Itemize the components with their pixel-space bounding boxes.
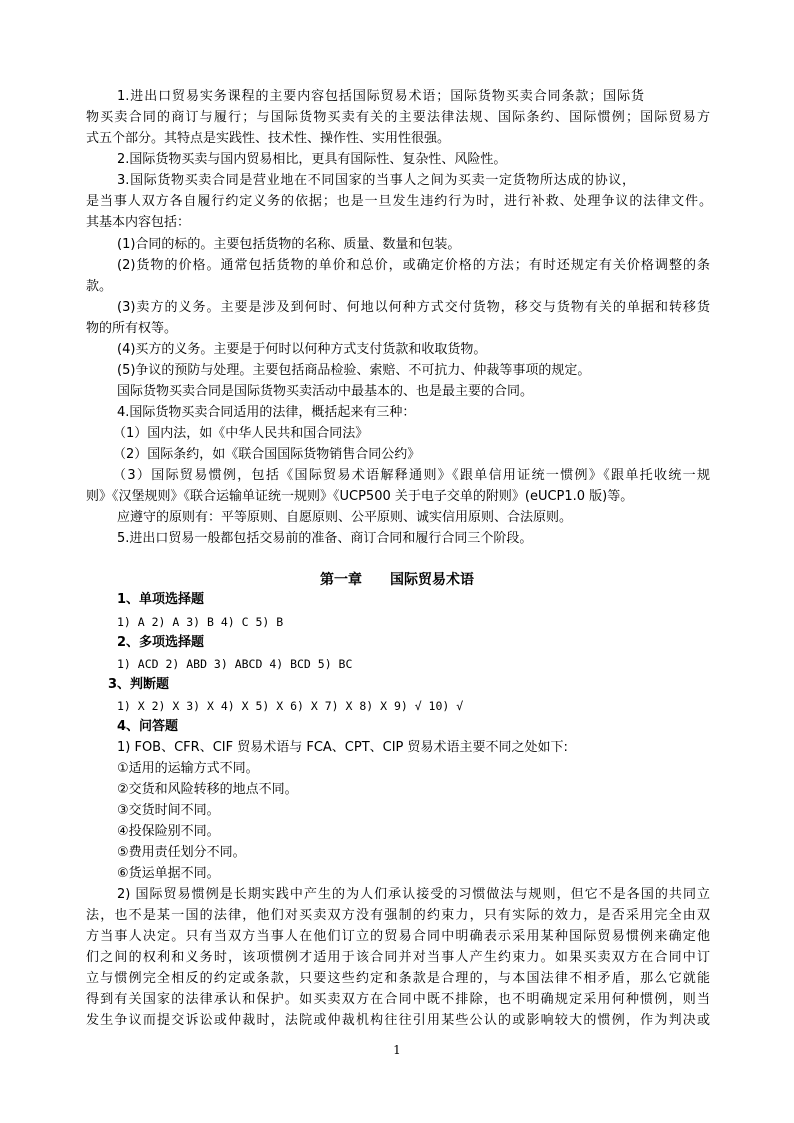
qa-2-line: 们之间的权利和义务时，该项惯例才适用于该合同并对当事人产生约束力。如果买卖双方在合同中订 <box>86 950 710 965</box>
intro-p1-line1: 1.进出口贸易实务课程的主要内容包括国际贸易术语；国际货物买卖合同条款；国际货 <box>117 89 644 104</box>
law-item-2: （2）国际条约，如《联合国国际货物销售合同公约》 <box>113 447 421 462</box>
intro-p2: 2.国际货物买卖与国内贸易相比，更具有国际性、复杂性、风险性。 <box>117 152 507 167</box>
intro-p4: 4.国际货物买卖合同适用的法律，概括起来有三种： <box>117 405 416 420</box>
intro-p1-line2: 物买卖合同的商订与履行；与国际货物买卖有关的主要法律法规、国际条约、国际惯例；国际贸易方 <box>86 110 710 125</box>
intro-p3-line2: 是当事人双方各自履行约定义务的依据；也是一旦发生违约行为时，进行补救、处理争议的法律文件。 <box>86 194 712 209</box>
section-multiple-choice-title: 2、多项选择题 <box>117 635 205 650</box>
intro-p5: 5.进出口贸易一般都包括交易前的准备、商订合同和履行合同三个阶段。 <box>117 531 533 546</box>
contract-item-2-line2: 款。 <box>86 279 113 294</box>
section-true-false-title: 3、判断题 <box>108 677 170 692</box>
qa-1-item: ③交货时间不同。 <box>117 803 220 818</box>
page-number: 1 <box>393 1043 401 1057</box>
qa-2-line: 立与惯例完全相反的约定或条款，只要这些约定和条款是合理的，与本国法律不相矛盾，那么它就能 <box>86 971 710 986</box>
law-item-3-line1: （3）国际贸易惯例，包括《国际贸易术语解释通则》《跟单信用证统一惯例》《跟单托收统一规 <box>113 468 710 483</box>
section-qa-title: 4、问答题 <box>117 719 179 734</box>
section-single-choice-title: 1、单项选择题 <box>117 592 205 607</box>
multiple-choice-answers: 1) ACD 2) ABD 3) ABCD 4) BCD 5) BC <box>117 657 353 671</box>
law-item-1: （1）国内法，如《中华人民共和国合同法》 <box>113 426 369 441</box>
qa-question-1: 1) FOB、CFR、CIF 贸易术语与 FCA、CPT、CIP 贸易术语主要不同之处如下: <box>117 740 568 755</box>
true-false-answers: 1) X 2) X 3) X 4) X 5) X 6) X 7) X 8) X 9) √ 10) √ <box>117 699 464 713</box>
contract-item-3-line2: 物的所有权等。 <box>86 321 178 336</box>
qa-2-line: 法，也不是某一国的法律，他们对买卖双方没有强制的约束力，只有实际的效力，是否采用完全由双 <box>86 908 710 923</box>
intro-p3-end: 国际货物买卖合同是国际货物买卖活动中最基本的、也是最主要的合同。 <box>117 384 534 399</box>
contract-item-5: (5)争议的预防与处理。主要包括商品检验、索赔、不可抗力、仲裁等事项的规定。 <box>117 363 591 378</box>
contract-item-4: (4)买方的义务。主要是于何时以何种方式支付货款和收取货物。 <box>117 342 487 357</box>
qa-1-item: ①适用的运输方式不同。 <box>117 761 259 776</box>
intro-p1-line3: 式五个部分。其特点是实践性、技术性、操作性、实用性很强。 <box>86 131 451 146</box>
intro-p3-line1: 3.国际货物买卖合同是营业地在不同国家的当事人之间为买卖一定货物所达成的协议， <box>117 173 635 188</box>
contract-item-2-line1: (2)货物的价格。通常包括货物的单价和总价，或确定价格的方法；有时还规定有关价格调整的条 <box>117 258 710 273</box>
qa-1-item: ⑥货运单据不同。 <box>117 866 220 881</box>
principles: 应遵守的原则有：平等原则、自愿原则、公平原则、诚实信用原则、合法原则。 <box>117 510 573 525</box>
qa-2-line: 2) 国际贸易惯例是长期实践中产生的为人们承认接受的习惯做法与规则，但它不是各国的共同立 <box>117 887 710 902</box>
qa-1-item: ②交货和风险转移的地点不同。 <box>117 782 298 797</box>
qa-2-line: 方当事人决定。只有当双方当事人在他们订立的贸易合同中明确表示采用某种国际贸易惯例来确定他 <box>86 929 710 944</box>
qa-2-line: 发生争议而提交诉讼或仲裁时，法院或仲裁机构往往引用某些公认的或影响较大的惯例，作为判决或 <box>86 1013 710 1028</box>
qa-1-item: ⑤费用责任划分不同。 <box>117 845 246 860</box>
contract-item-3-line1: (3)卖方的义务。主要是涉及到何时、何地以何种方式交付货物，移交与货物有关的单据和转移货 <box>117 300 710 315</box>
chapter-title: 第一章 国际贸易术语 <box>320 572 474 588</box>
law-item-3-line2: 则》《汉堡规则》《联合运输单证统一规则》《UCP500 关于电子交单的附则》(eUCP1.0 版)等。 <box>86 489 634 504</box>
qa-2-line: 得到有关国家的法律承认和保护。如买卖双方在合同中既不排除，也不明确规定采用何种惯例，则当 <box>86 992 710 1007</box>
intro-p3-line3: 其基本内容包括： <box>86 215 191 230</box>
contract-item-1: (1)合同的标的。主要包括货物的名称、质量、数量和包装。 <box>117 237 461 252</box>
qa-1-item: ④投保险别不同。 <box>117 824 220 839</box>
single-choice-answers: 1) A 2) A 3) B 4) C 5) B <box>117 615 284 629</box>
